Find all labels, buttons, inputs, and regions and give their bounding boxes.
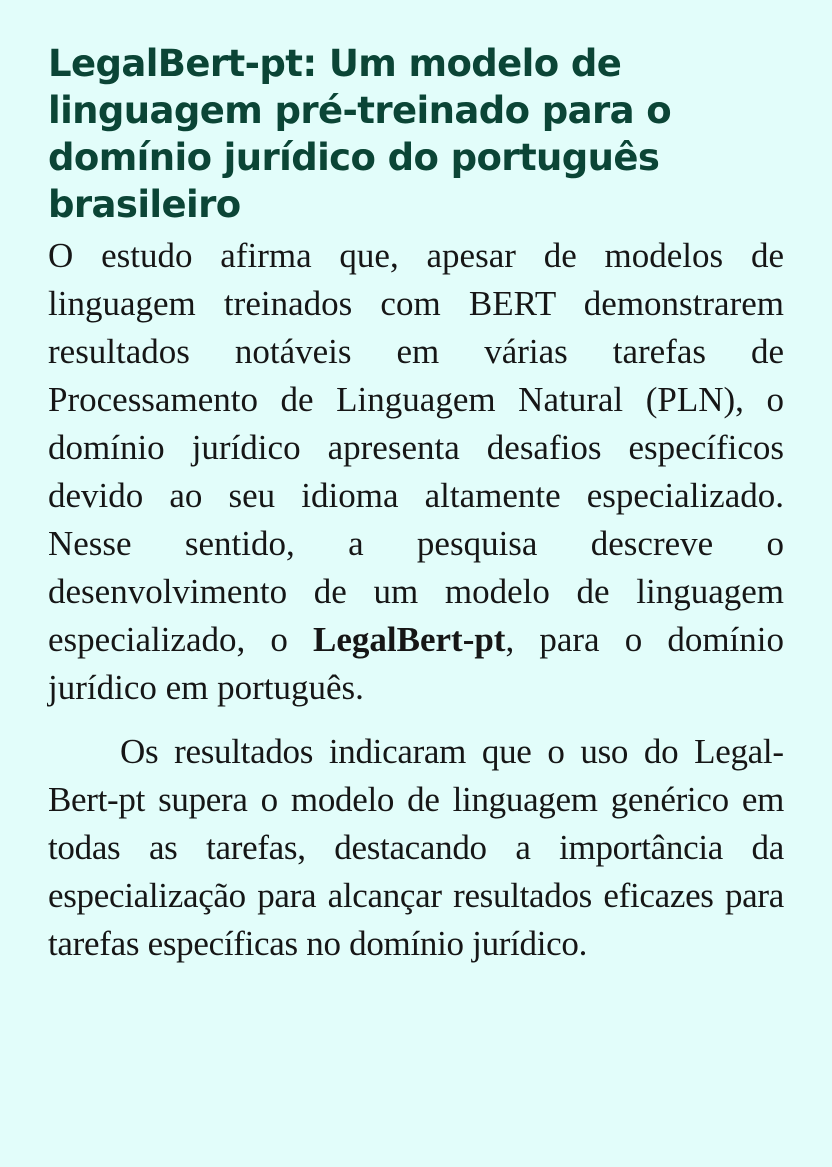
model-name-bold: LegalBert-pt [313, 620, 506, 659]
paragraph-results: Os resultados indicaram que o uso do LegalBert-pt supera o modelo de linguagem genérico em todas as tarefas, destacando a importância da especialização para alcançar resultados eficazes para tarefas específicas no domínio jurídico. [48, 732, 784, 963]
article-title: LegalBert-pt: Um modelo de linguagem pré-treinado para o domínio jurídico do português brasileiro [48, 42, 672, 226]
paragraph-intro [48, 232, 784, 712]
paragraph-intro-text-start: O estudo afirma que, apesar de modelos de linguagem treinados com BERT demonstrarem resultados notáveis em várias tarefas de Processamento de Linguagem Natural (PLN), o domínio jurídico apresenta desafios específicos devido ao seu idioma altamente especializado. Nesse sentido, a pesquisa descreve o desenvolvimento de um modelo de linguagem especializado, o [48, 236, 784, 659]
paragraph-intro-text-end: , para o domínio jurídico em português. [48, 620, 784, 707]
article [48, 40, 784, 968]
